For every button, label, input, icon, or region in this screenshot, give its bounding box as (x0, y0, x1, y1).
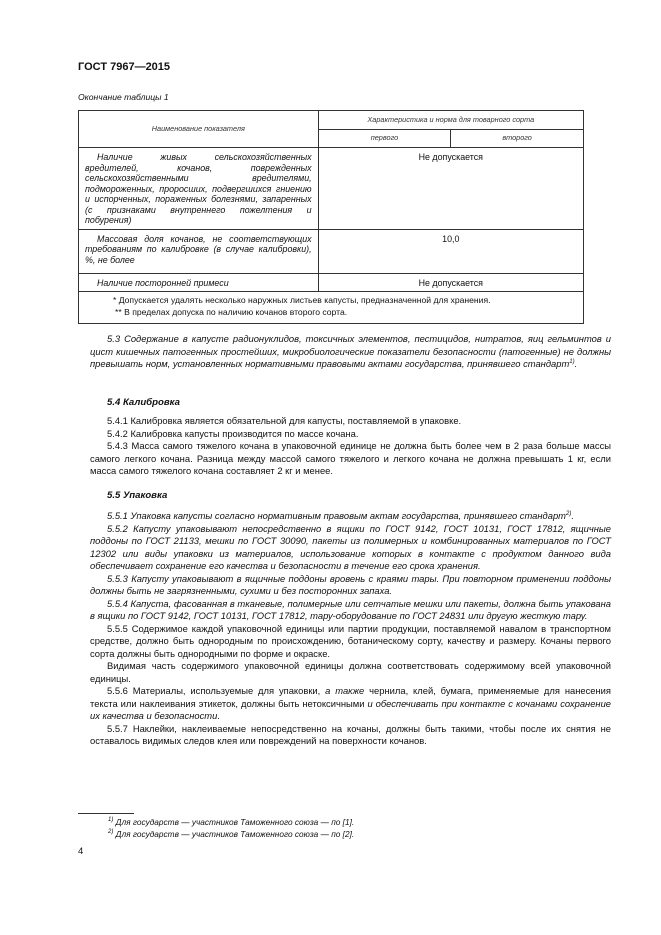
row-indicator: Массовая доля кочанов, не соответствующих требованиям по калибровке (в случае калибровки), %, не более (79, 229, 319, 273)
footnote-text: Для государств — участников Таможенного союза — по [2]. (113, 829, 355, 839)
paragraph-text: 5.3 Содержание в капусте радионуклидов, токсичных элементов, пестицидов, нитратов, яиц гельминтов и цист кишечных патогенных простейших, микробиологические показатели безопасности (патогенные) не должны превышать норм, установленных нормативными правовыми актами государства, принявшего стандарт (90, 333, 611, 369)
paragraph-5-5-3: 5.5.3 Капусту упаковывают в ящичные поддоны вровень с краями тары. При повторном применении поддоны должны быть не загрязненными, сухими и без посторонних запаха. (90, 572, 611, 596)
section-heading-5-4: 5.4 Калибровка (107, 397, 180, 408)
row-indicator: Наличие живых сельскохозяйственных вредителей, кочанов, поврежденных сельскохозяйственными вредителями, подмороженных, проросших, подвергшихся гниению и испорченных, пораженных болезнями, запаренных (с признаками внутреннего пожелтения и побурения) (79, 148, 319, 230)
footnote-2 (108, 829, 354, 839)
header-characteristic: Характеристика и норма для товарного сорта (318, 111, 583, 130)
section-heading-5-5: 5.5 Упаковка (107, 490, 168, 501)
text-part: а также (320, 685, 370, 696)
header-first-grade: первого (318, 130, 451, 148)
paragraph-end: . (574, 358, 578, 369)
paragraph-end: . (571, 510, 574, 521)
footnote-ref: 2) (565, 510, 572, 517)
document-header: ГОСТ 7967—2015 (78, 61, 171, 73)
table-notes (79, 292, 584, 324)
paragraph-5-4-2: 5.4.2 Калибровка капусты производится по массе кочана. (107, 427, 359, 439)
paragraph-5-5-4: 5.5.4 Капуста, фасованная в тканевые, полимерные или сетчатые мешки или пакеты, должна быть упакована в ящики по ГОСТ 9142, ГОСТ 10131, ГОСТ 17812, тару-оборудование по ГОСТ 24831 или другую жесткую тару. (90, 597, 611, 621)
row-value: 10,0 (318, 229, 583, 273)
paragraph-5-5-1 (90, 510, 611, 523)
footnote-mark: 2) (108, 829, 114, 836)
paragraph-visible-part: Видимая часть содержимого упаковочной единицы должна соответствовать содержимому всей упаковочной единицы. (90, 660, 611, 684)
header-indicator: Наименование показателя (79, 111, 319, 148)
table-note: ** В пределах допуска по наличию кочанов второго сорта. (115, 306, 348, 317)
row-value: Не допускается (318, 273, 583, 292)
row-value: Не допускается (318, 148, 583, 230)
paragraph-5-5-5: 5.5.5 Содержимое каждой упаковочной единицы или партии продукции, поставляемой навалом в транспортном средстве, должно быть однородным по происхождению, ботаническому сорту, качеству и размеру. Кочаны первого сорта должны быть однородными по форме и окраске. (90, 622, 611, 659)
section-5-4 (90, 415, 611, 478)
paragraph-5-5-6 (90, 685, 611, 723)
footnote-ref: 1) (569, 358, 575, 365)
table-row (79, 148, 584, 230)
paragraph-5-5-7: 5.5.7 Наклейки, наклеиваемые непосредственно на кочаны, должны быть такими, чтобы после их снятия не оставалось видимых следов клея или повреждений на поверхности кочанов. (90, 722, 611, 746)
text-part: чернила, клей, бумага, применяемые для нанесения текста или наклеивания этикеток, должны быть нетоксичными (90, 685, 611, 709)
footnote-1 (108, 817, 354, 827)
section-5-5 (90, 510, 611, 748)
footnote-mark: 1) (108, 817, 114, 824)
table-note: * Допускается удалять несколько наружных листьев капусты, предназначенной для хранения. (113, 295, 491, 305)
text-part: 5.5.6 Материалы, используемые для упаковки, (107, 685, 321, 696)
paragraph-5-4-3: 5.4.3 Масса самого тяжелого кочана в упаковочной единице не должна быть более чем в 2 раза больше массы самого легкого кочана. Разница между массой самого тяжелого и легкого кочана не должна превышать 1 кг, если масса самого тяжелого кочана составляет 2 кг и менее. (90, 440, 611, 476)
table-row (79, 273, 584, 292)
footnote-separator (78, 813, 134, 814)
table-row (79, 229, 584, 273)
text-part: . (217, 710, 220, 721)
header-second-grade: второго (451, 130, 584, 148)
page-number: 4 (78, 846, 84, 857)
paragraph-5-4-1: 5.4.1 Калибровка является обязательной для капусты, поставляемой в упаковке. (107, 415, 462, 426)
paragraph-text: 5.5.1 Упаковка капусты согласно нормативным правовым актам государства, принявшего стандарт (107, 510, 566, 521)
row-indicator: Наличие посторонней примеси (79, 273, 319, 292)
paragraph-5-3 (90, 333, 611, 371)
paragraph-5-5-2: 5.5.2 Капусту упаковывают непосредственно в ящики по ГОСТ 9142, ГОСТ 10131, ГОСТ 17812, ящичные поддоны по ГОСТ 21133, мешки по ГОСТ 30090, пакеты из полимерных и комбинированных материалов по ГОСТ 12302 или виды упаковки из материалов, использование которых в контакте с продуктом данного вида обеспечивает сохранение его качества и безопасности в течение его срока хранения. (90, 522, 611, 571)
table-caption: Окончание таблицы 1 (78, 92, 169, 102)
footnote-text: Для государств — участников Таможенного союза — по [1]. (113, 817, 355, 827)
characteristics-table (78, 110, 584, 324)
text-part: и обеспечивать при контакте с кочанами сохранение их качества и безопасности (90, 697, 611, 721)
